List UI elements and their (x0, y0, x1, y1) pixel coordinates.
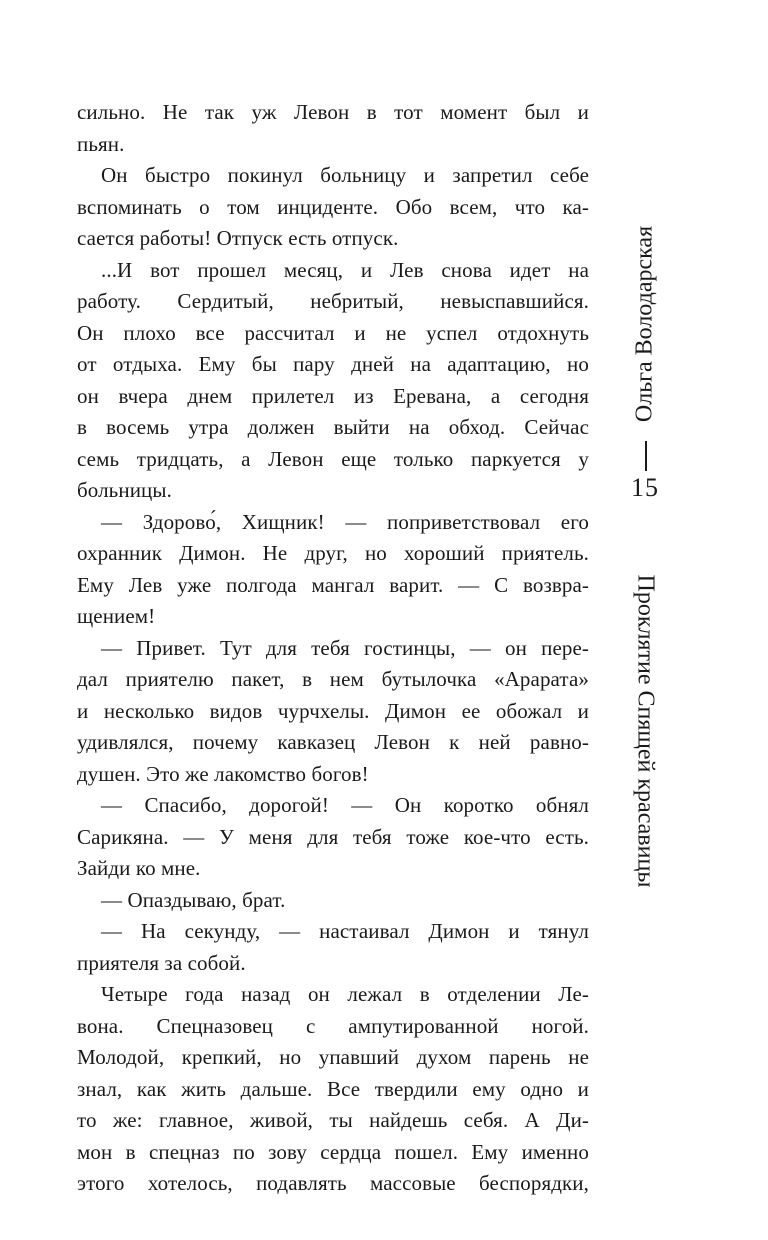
text-line: щением! (77, 604, 156, 628)
author-name: Ольга Володарская (631, 225, 658, 423)
text-line: работу. Сердитый, небритый, невыспавшийся. (77, 289, 589, 313)
text-line: — Спасибо, дорогой! — Он коротко обнял (101, 793, 589, 817)
page-number: 15 (631, 473, 659, 502)
text-line: — Привет. Тут для тебя гостинцы, — он пере- (101, 635, 589, 660)
text-line: охранник Димон. Не друг, но хороший приятель. (77, 541, 589, 565)
text-line: Он плохо все рассчитал и не успел отдохнуть (77, 320, 589, 345)
text-line: пьян. (77, 131, 125, 156)
text-line: этого хотелось, подавлять массовые беспорядки, (77, 1171, 589, 1195)
text-line: сильно. Не так уж Левон в тот момент был и (77, 100, 589, 124)
text-line: семь тридцать, а Левон еще только паркуется у (77, 446, 589, 471)
text-line: Он быстро покинул больницу и запретил себе (101, 163, 589, 187)
text-line: ...И вот прошел месяц, и Лев снова идет на (101, 257, 589, 282)
text-line: дал приятелю пакет, в нем бутылочка «Арарата» (77, 667, 589, 691)
text-line: от отдыха. Ему бы пару дней на адаптацию, но (77, 352, 589, 376)
text-line: Четыре года назад он лежал в отделении Ле- (101, 982, 589, 1006)
text-line: — Здорово́, Хищник! — поприветствовал его (101, 509, 589, 534)
text-line: то же: главное, живой, ты найдешь себя. А Ди- (77, 1108, 589, 1132)
page-number-box (620, 473, 670, 503)
body-text (77, 97, 589, 1200)
text-line: сается работы! Отпуск есть отпуск. (77, 226, 399, 250)
text-line: в восемь утра должен выйти на обход. Сейчас (77, 415, 589, 439)
text-line: Ему Лев уже полгода мангал варит. — С возвра- (77, 572, 589, 597)
text-line: приятеля за собой. (77, 950, 246, 975)
text-line: он вчера днем прилетел из Еревана, а сегодня (77, 383, 589, 408)
text-line: Сарикяна. — У меня для тебя тоже кое-что есть. (77, 824, 589, 849)
text-line: вона. Спецназовец с ампутированной ногой. (77, 1013, 589, 1038)
text-line: больницы. (77, 478, 172, 502)
running-head-title (620, 545, 670, 917)
running-head-divider (645, 441, 647, 471)
text-line: вспоминать о том инциденте. Обо всем, что ка- (77, 194, 589, 219)
text-line: и несколько видов чурчхелы. Димон ее обожал и (77, 698, 589, 723)
text-line: Зайди ко мне. (77, 856, 201, 880)
text-line: мон в спецназ по зову сердца пошел. Ему именно (77, 1139, 589, 1164)
text-line: — Опаздываю, брат. (101, 887, 286, 912)
text-line: знал, как жить дальше. Все твердили ему одно и (77, 1076, 589, 1101)
running-head-author (620, 190, 670, 458)
book-title: Проклятие Спящей красавицы (632, 574, 659, 888)
text-line: удивлялся, почему кавказец Левон к ней равно- (77, 730, 589, 754)
text-line: душен. Это же лакомство богов! (77, 761, 369, 786)
text-line: — На секунду, — настаивал Димон и тянул (101, 919, 589, 943)
text-line: Молодой, крепкий, но упавший духом парень не (77, 1045, 589, 1069)
